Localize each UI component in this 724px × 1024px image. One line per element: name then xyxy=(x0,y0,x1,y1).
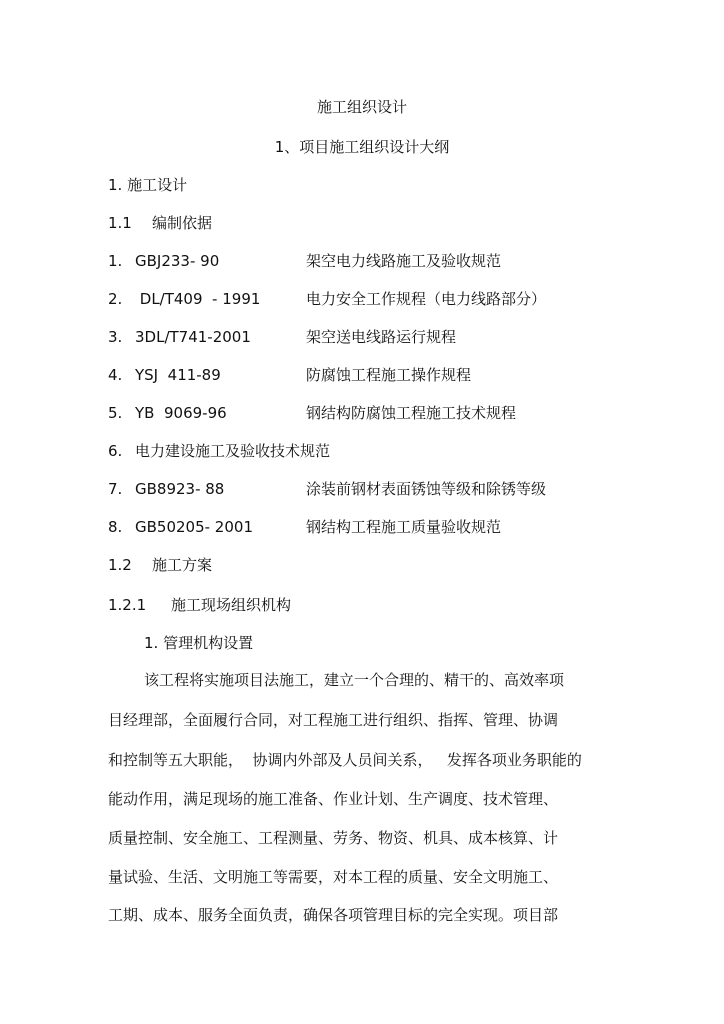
section-label: 编制依据 xyxy=(152,214,213,232)
standard-number: 2. xyxy=(108,290,123,308)
standard-number: 7. xyxy=(108,480,123,498)
standard-code: 电力建设施工及验收技术规范 xyxy=(135,442,331,460)
section-number: 1.2 xyxy=(108,556,132,574)
standard-code: GB50205- 2001 xyxy=(135,518,253,536)
section-heading-1: 1. 施工设计 xyxy=(108,176,188,194)
standard-code: YB 9069-96 xyxy=(135,404,227,422)
standard-name: 架空电力线路施工及验收规范 xyxy=(306,252,502,270)
paragraph-line: 能动作用，满足现场的施工准备、作业计划、生产调度、技术管理、 xyxy=(108,790,559,808)
subsection-heading: 1. 管理机构设置 xyxy=(144,634,254,652)
standard-name: 防腐蚀工程施工操作规程 xyxy=(306,366,472,384)
paragraph-line: 工期、成本、服务全面负责，确保各项管理目标的完全实现。项目部 xyxy=(108,906,559,924)
standard-name: 涂装前钢材表面锈蚀等级和除锈等级 xyxy=(306,480,547,498)
paragraph-line: 和控制等五大职能， 协调内外部及人员间关系， 发挥各项业务职能的 xyxy=(108,751,582,769)
paragraph-line: 量试验、生活、文明施工等需要，对本工程的质量、安全文明施工、 xyxy=(108,868,559,886)
standard-name: 电力安全工作规程（电力线路部分） xyxy=(306,290,547,308)
standard-name: 钢结构工程施工质量验收规范 xyxy=(306,518,502,536)
standard-number: 4. xyxy=(108,366,123,384)
standard-code: GBJ233- 90 xyxy=(135,252,220,270)
standard-number: 6. xyxy=(108,442,123,460)
section-label: 施工方案 xyxy=(152,556,213,574)
doc-subtitle: 1、项目施工组织设计大纲 xyxy=(274,138,450,156)
paragraph-line: 目经理部，全面履行合同，对工程施工进行组织、指挥、管理、协调 xyxy=(108,711,559,729)
standard-number: 8. xyxy=(108,518,123,536)
paragraph-line: 该工程将实施项目法施工，建立一个合理的、精干的、高效率项 xyxy=(144,671,565,689)
standard-number: 1. xyxy=(108,252,123,270)
section-number: 1.2.1 xyxy=(108,596,147,614)
standard-code: DL/T409 - 1991 xyxy=(135,290,261,308)
standard-number: 3. xyxy=(108,328,123,346)
standard-code: YSJ 411-89 xyxy=(135,366,221,384)
standard-number: 5. xyxy=(108,404,123,422)
standard-code: GB8923- 88 xyxy=(135,480,225,498)
standard-name: 钢结构防腐蚀工程施工技术规程 xyxy=(306,404,517,422)
section-label: 施工现场组织机构 xyxy=(171,596,292,614)
standard-name: 架空送电线路运行规程 xyxy=(306,328,457,346)
section-number: 1.1 xyxy=(108,214,132,232)
paragraph-line: 质量控制、安全施工、工程测量、劳务、物资、机具、成本核算、计 xyxy=(108,829,559,847)
doc-title: 施工组织设计 xyxy=(316,98,407,116)
standard-code: 3DL/T741-2001 xyxy=(135,328,251,346)
